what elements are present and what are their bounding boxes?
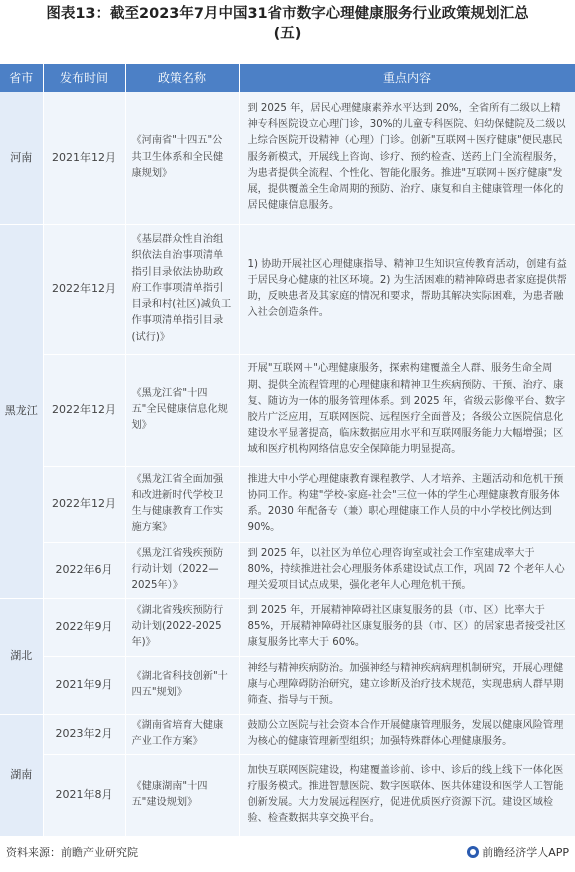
date-cell: 2022年12月 [43, 466, 125, 542]
brand-logo-icon [467, 846, 479, 858]
province-cell: 河南 [0, 92, 43, 224]
content-cell: 开展"互联网＋"心理健康服务，探索构建覆盖全人群、服务生命全周期、提供全流程管理的心理健康和精神卫生疾病预防、干预、治疗、康复、随访为一体的服务管理体系。到 2025 年，省级云影像平台、数字胶片广泛应用，互联网医院、远程医疗全面普及；各级公立医院信息化建设水平显著提高，临床数据应用水平和互联网服务能力大幅增强；区域和医疗机构网络信息安全保障能力明显提高。 [239, 354, 575, 466]
province-cell: 湖南 [0, 714, 43, 836]
header-policy-name: 政策名称 [125, 64, 239, 92]
source-note: 资料来源：前瞻产业研究院 [6, 846, 138, 859]
table-row [0, 466, 575, 542]
table-row [0, 92, 575, 224]
brand-name: 前瞻经济学人APP [482, 846, 569, 859]
date-cell: 2021年8月 [43, 754, 125, 836]
province-cell: 黑龙江 [0, 224, 43, 598]
date-cell: 2022年12月 [43, 354, 125, 466]
title-block [0, 0, 575, 52]
header-key-content: 重点内容 [239, 64, 575, 92]
policy-name-cell: 《湖南省培育大健康产业工作方案》 [125, 714, 239, 754]
policy-name-cell: 《健康湖南"十四五"建设规划》 [125, 754, 239, 836]
policy-name-cell: 《湖北省科技创新"十四五"规划》 [125, 656, 239, 714]
table-row [0, 224, 575, 354]
table-row [0, 598, 575, 656]
content-cell: 推进大中小学心理健康教育课程教学、人才培养、主题活动和危机干预协同工作。构建"学校-家庭-社会"三位一体的学生心理健康教育服务体系。2030 年配备专（兼）职心理健康工作人员的中小学校比例达到 90%。 [239, 466, 575, 542]
date-cell: 2023年2月 [43, 714, 125, 754]
page-title: 图表13：截至2023年7月中国31省市数字心理健康服务行业政策规划汇总 [46, 6, 529, 22]
table-row [0, 714, 575, 754]
date-cell: 2021年12月 [43, 92, 125, 224]
date-cell: 2022年12月 [43, 224, 125, 354]
policy-table [0, 64, 575, 837]
table-header-row [0, 64, 575, 92]
header-date: 发布时间 [43, 64, 125, 92]
content-cell: 神经与精神疾病防治。加强神经与精神疾病病理机制研究，开展心理健康与心理障碍防治研究，建立诊断及治疗技术规范，实现患病人群早期筛查、指导与干预。 [239, 656, 575, 714]
table-row [0, 754, 575, 836]
content-cell: 到 2025 年，居民心理健康素养水平达到 20%，全省所有二级以上精神专科医院设立心理门诊，30%的儿童专科医院、妇幼保健院及二级以上综合医院开设精神（心理）门诊。创新"互联网＋医疗健康"便民惠民服务新模式，开展线上咨询、诊疗、预约检查、送药上门全流程服务，为患者提供全流程、个性化、智能化服务。推进"互联网＋医疗健康"发展，提供覆盖全生命周期的预防、治疗、康复和自主健康管理一体化的居民健康信息服务。 [239, 92, 575, 224]
policy-name-cell: 《湖北省残疾预防行动计划(2022-2025年)》 [125, 598, 239, 656]
content-cell: 加快互联网医院建设，构建覆盖诊前、诊中、诊后的线上线下一体化医疗服务模式。推进智慧医院、数字医联体、医共体建设和医学人工智能创新发展。大力发展远程医疗，促进优质医疗资源下沉。建设区域检验、检查数据共享交换平台。 [239, 754, 575, 836]
table-row [0, 354, 575, 466]
content-cell: 鼓励公立医院与社会资本合作开展健康管理服务，发展以健康风险管理为核心的健康管理新型组织；加强特殊群体心理健康服务。 [239, 714, 575, 754]
date-cell: 2022年6月 [43, 542, 125, 598]
province-cell: 湖北 [0, 598, 43, 714]
table-row [0, 542, 575, 598]
header-province: 省市 [0, 64, 43, 92]
footer [6, 842, 569, 862]
policy-name-cell: 《黑龙江省"十四五"全民健康信息化规划》 [125, 354, 239, 466]
date-cell: 2021年9月 [43, 656, 125, 714]
policy-name-cell: 《河南省"十四五"公共卫生体系和全民健康规划》 [125, 92, 239, 224]
content-cell: 到 2025 年，以社区为单位心理咨询室或社会工作室建成率大于 80%，持续推进社会心理服务体系建设试点工作，巩固 72 个老年人心理关爱项目试点成果，强化老年人心理危机干预。 [239, 542, 575, 598]
brand-block [467, 844, 569, 860]
table-row [0, 656, 575, 714]
date-cell: 2022年9月 [43, 598, 125, 656]
content-cell: 到 2025 年，开展精神障碍社区康复服务的县（市、区）比率大于 85%，开展精神障碍社区康复服务的县（市、区）的居家患者接受社区康复服务比率大于 60%。 [239, 598, 575, 656]
policy-name-cell: 《黑龙江省残疾预防行动计划（2022—2025年）》 [125, 542, 239, 598]
page-title-suffix: (五) [273, 26, 302, 42]
content-cell: 1) 协助开展社区心理健康指导、精神卫生知识宣传教育活动，创建有益于居民身心健康的社区环境。2) 为生活困难的精神障碍患者家庭提供帮助，反映患者及其家庭的情况和要求，帮助其解决实际困难，为患者融入社会创造条件。 [239, 224, 575, 354]
policy-name-cell: 《黑龙江省全面加强和改进新时代学校卫生与健康教育工作实施方案》 [125, 466, 239, 542]
policy-name-cell: 《基层群众性自治组织依法自治事项清单指引目录依法协助政府工作事项清单指引目录和村(社区)减负工作事项清单指引目录(试行)》 [125, 224, 239, 354]
